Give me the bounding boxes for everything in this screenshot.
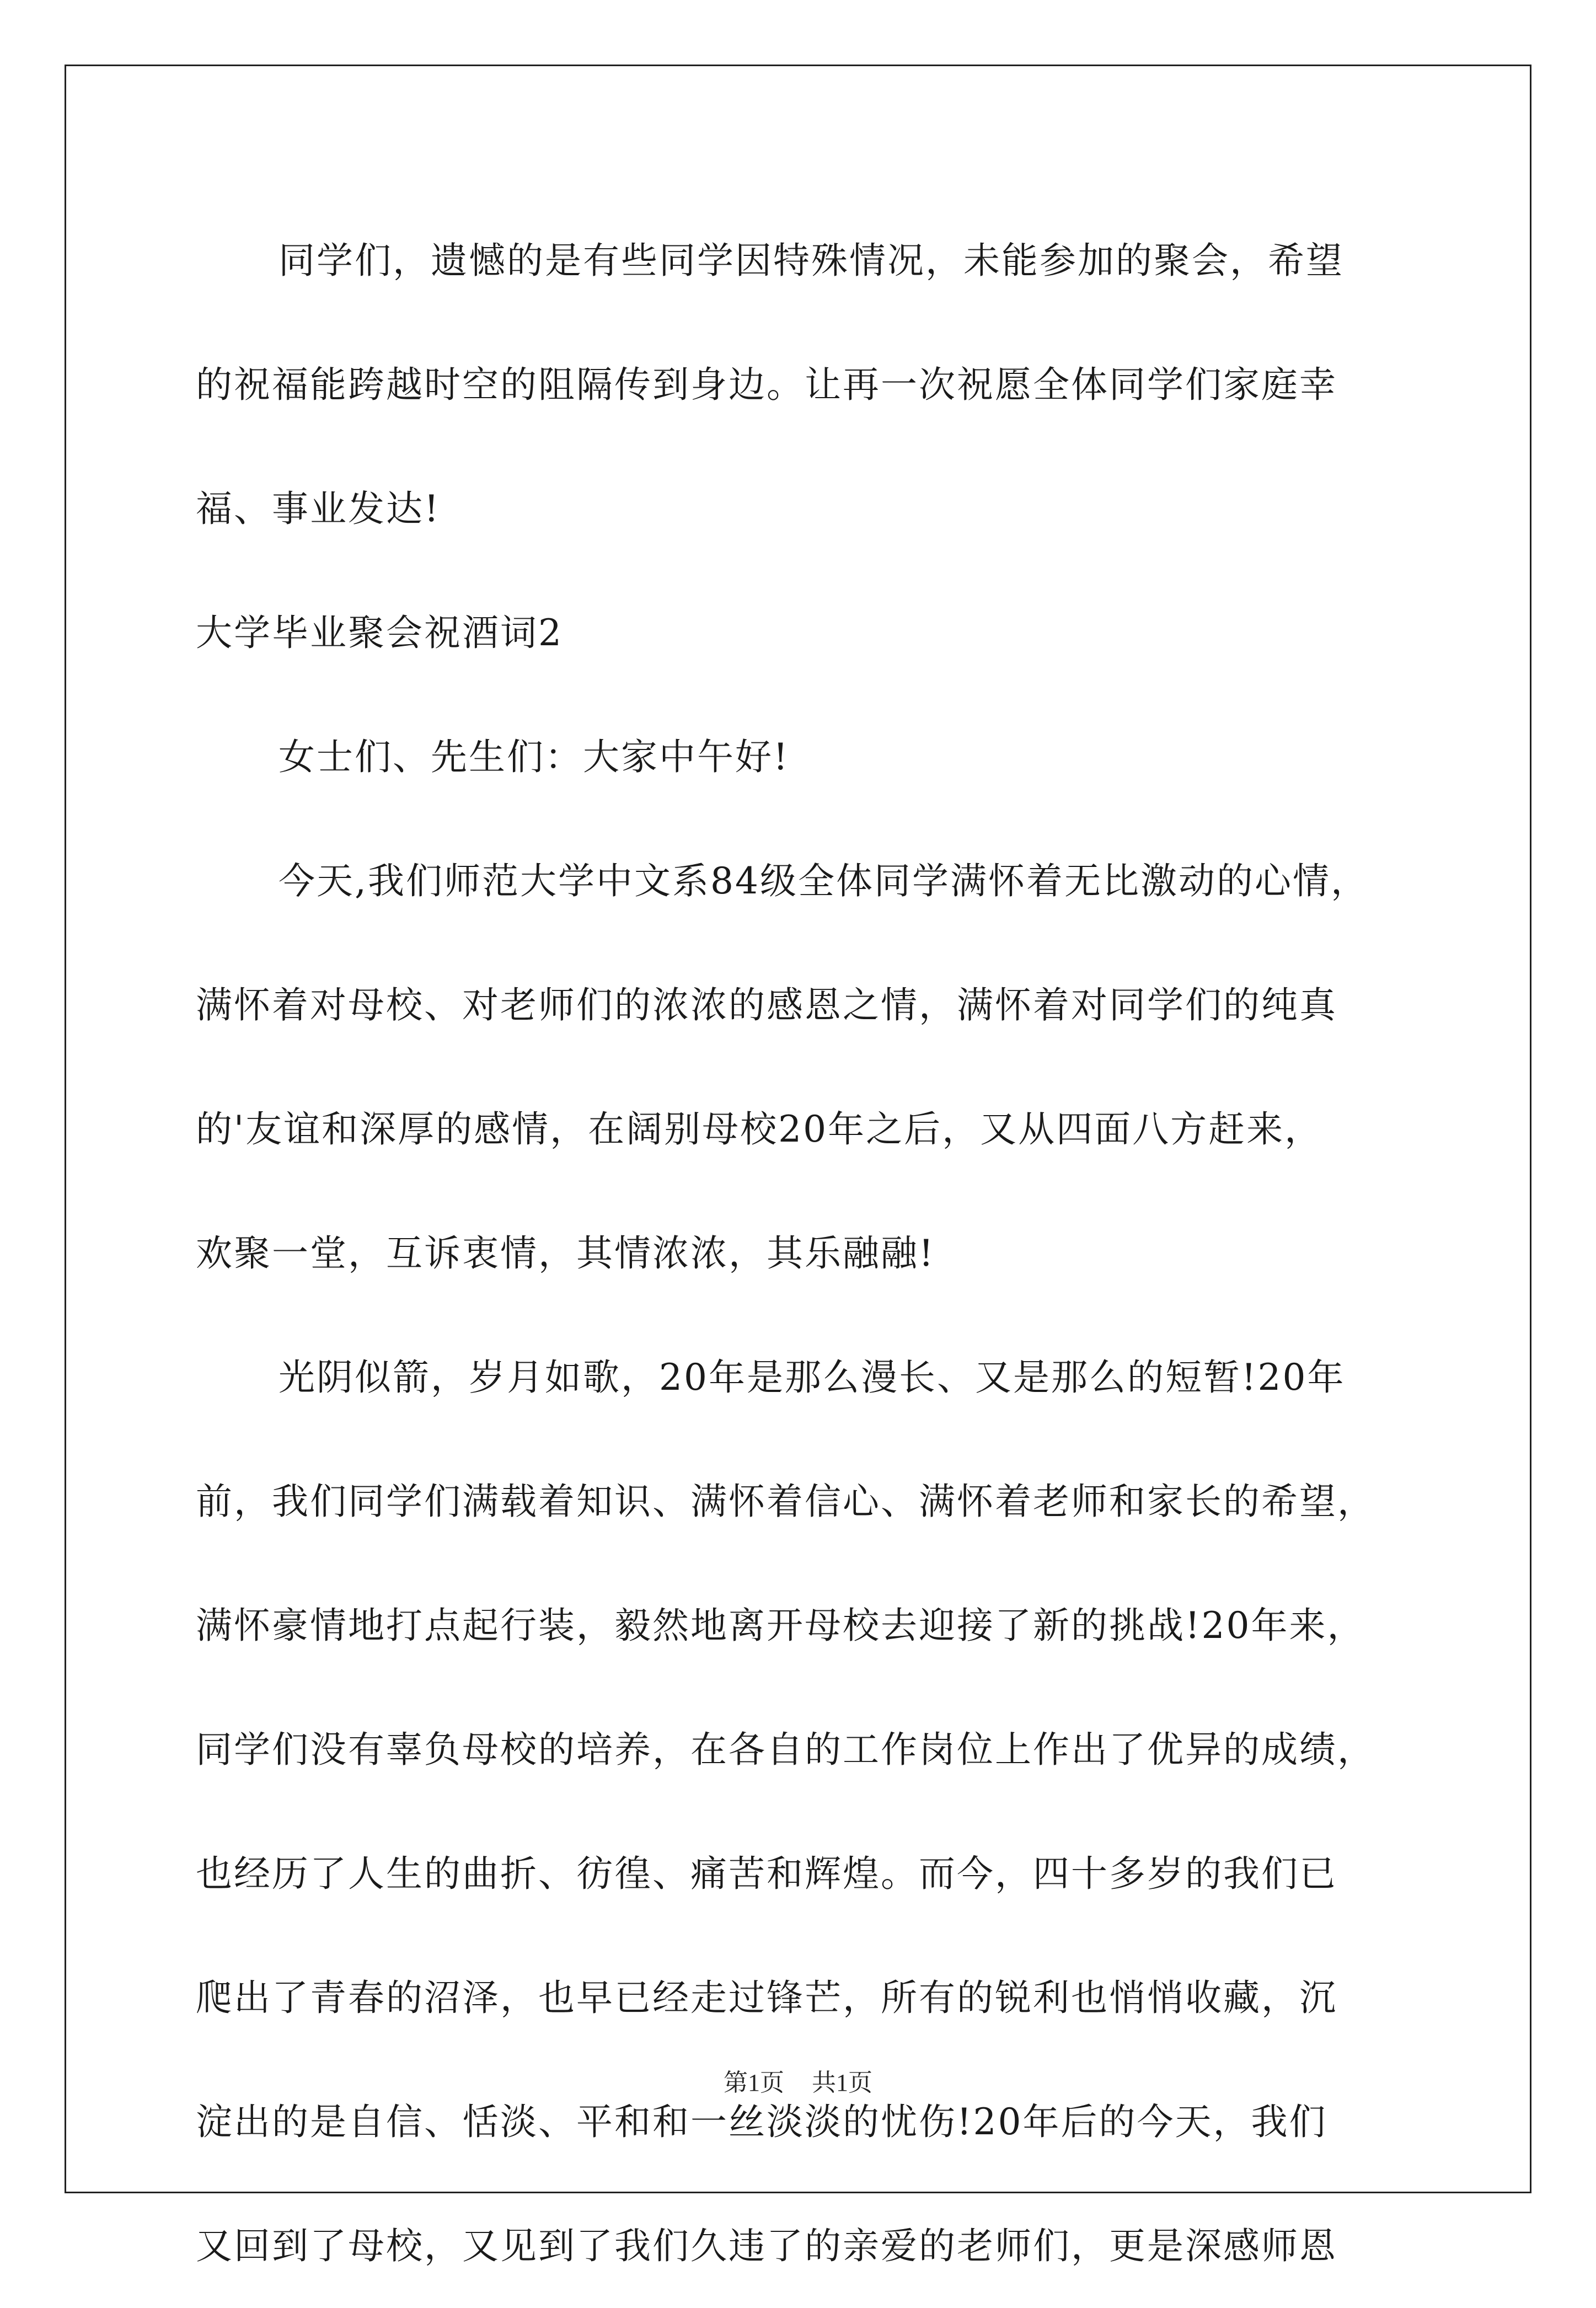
- page-footer: [0, 2063, 1596, 2098]
- text-line: 同学们，遗憾的是有些同学因特殊情况，未能参加的聚会，希望: [279, 239, 1344, 282]
- document-body: [196, 199, 1409, 2308]
- text-line: 的祝福能跨越时空的阻隔传到身边。让再一次祝愿全体同学们家庭幸: [196, 363, 1337, 406]
- text-line: 福、事业发达!: [196, 488, 441, 530]
- text-line: 满怀豪情地打点起行装，毅然地离开母校去迎接了新的挑战!20年来，: [196, 1604, 1365, 1647]
- text-line: 今天,我们师范大学中文系84级全体同学满怀着无比激动的心情，: [279, 860, 1369, 902]
- text-line: 淀出的是自信、恬淡、平和和一丝淡淡的忧伤!20年后的今天，我们: [196, 2101, 1327, 2143]
- text-line: 欢聚一堂，互诉衷情，其情浓浓，其乐融融!: [196, 1232, 935, 1275]
- text-line: 前，我们同学们满载着知识、满怀着信心、满怀着老师和家长的希望，: [196, 1480, 1375, 1523]
- text-line: 又回到了母校，又见到了我们久违了的亲爱的老师们，更是深感师恩: [196, 2225, 1337, 2267]
- text-line: 的'友谊和深厚的感情，在阔别母校20年之后，又从四面八方赶来，: [196, 1108, 1323, 1150]
- text-line: 光阴似箭，岁月如歌，20年是那么漫长、又是那么的短暂!20年: [279, 1356, 1346, 1399]
- page-number: 第1页: [724, 2069, 784, 2096]
- text-line: 同学们没有辜负母校的培养，在各自的工作岗位上作出了优异的成绩，: [196, 1728, 1375, 1771]
- section-heading: 大学毕业聚会祝酒词2: [196, 612, 563, 654]
- text-line: 爬出了青春的沼泽，也早已经走过锋芒，所有的锐利也悄悄收藏，沉: [196, 1977, 1337, 2019]
- text-line: 女士们、先生们：大家中午好!: [279, 736, 790, 778]
- text-line: 满怀着对母校、对老师们的浓浓的感恩之情，满怀着对同学们的纯真: [196, 984, 1337, 1026]
- page-total: 共1页: [812, 2069, 872, 2096]
- text-line: 也经历了人生的曲折、彷徨、痛苦和辉煌。而今，四十多岁的我们已: [196, 1852, 1337, 1895]
